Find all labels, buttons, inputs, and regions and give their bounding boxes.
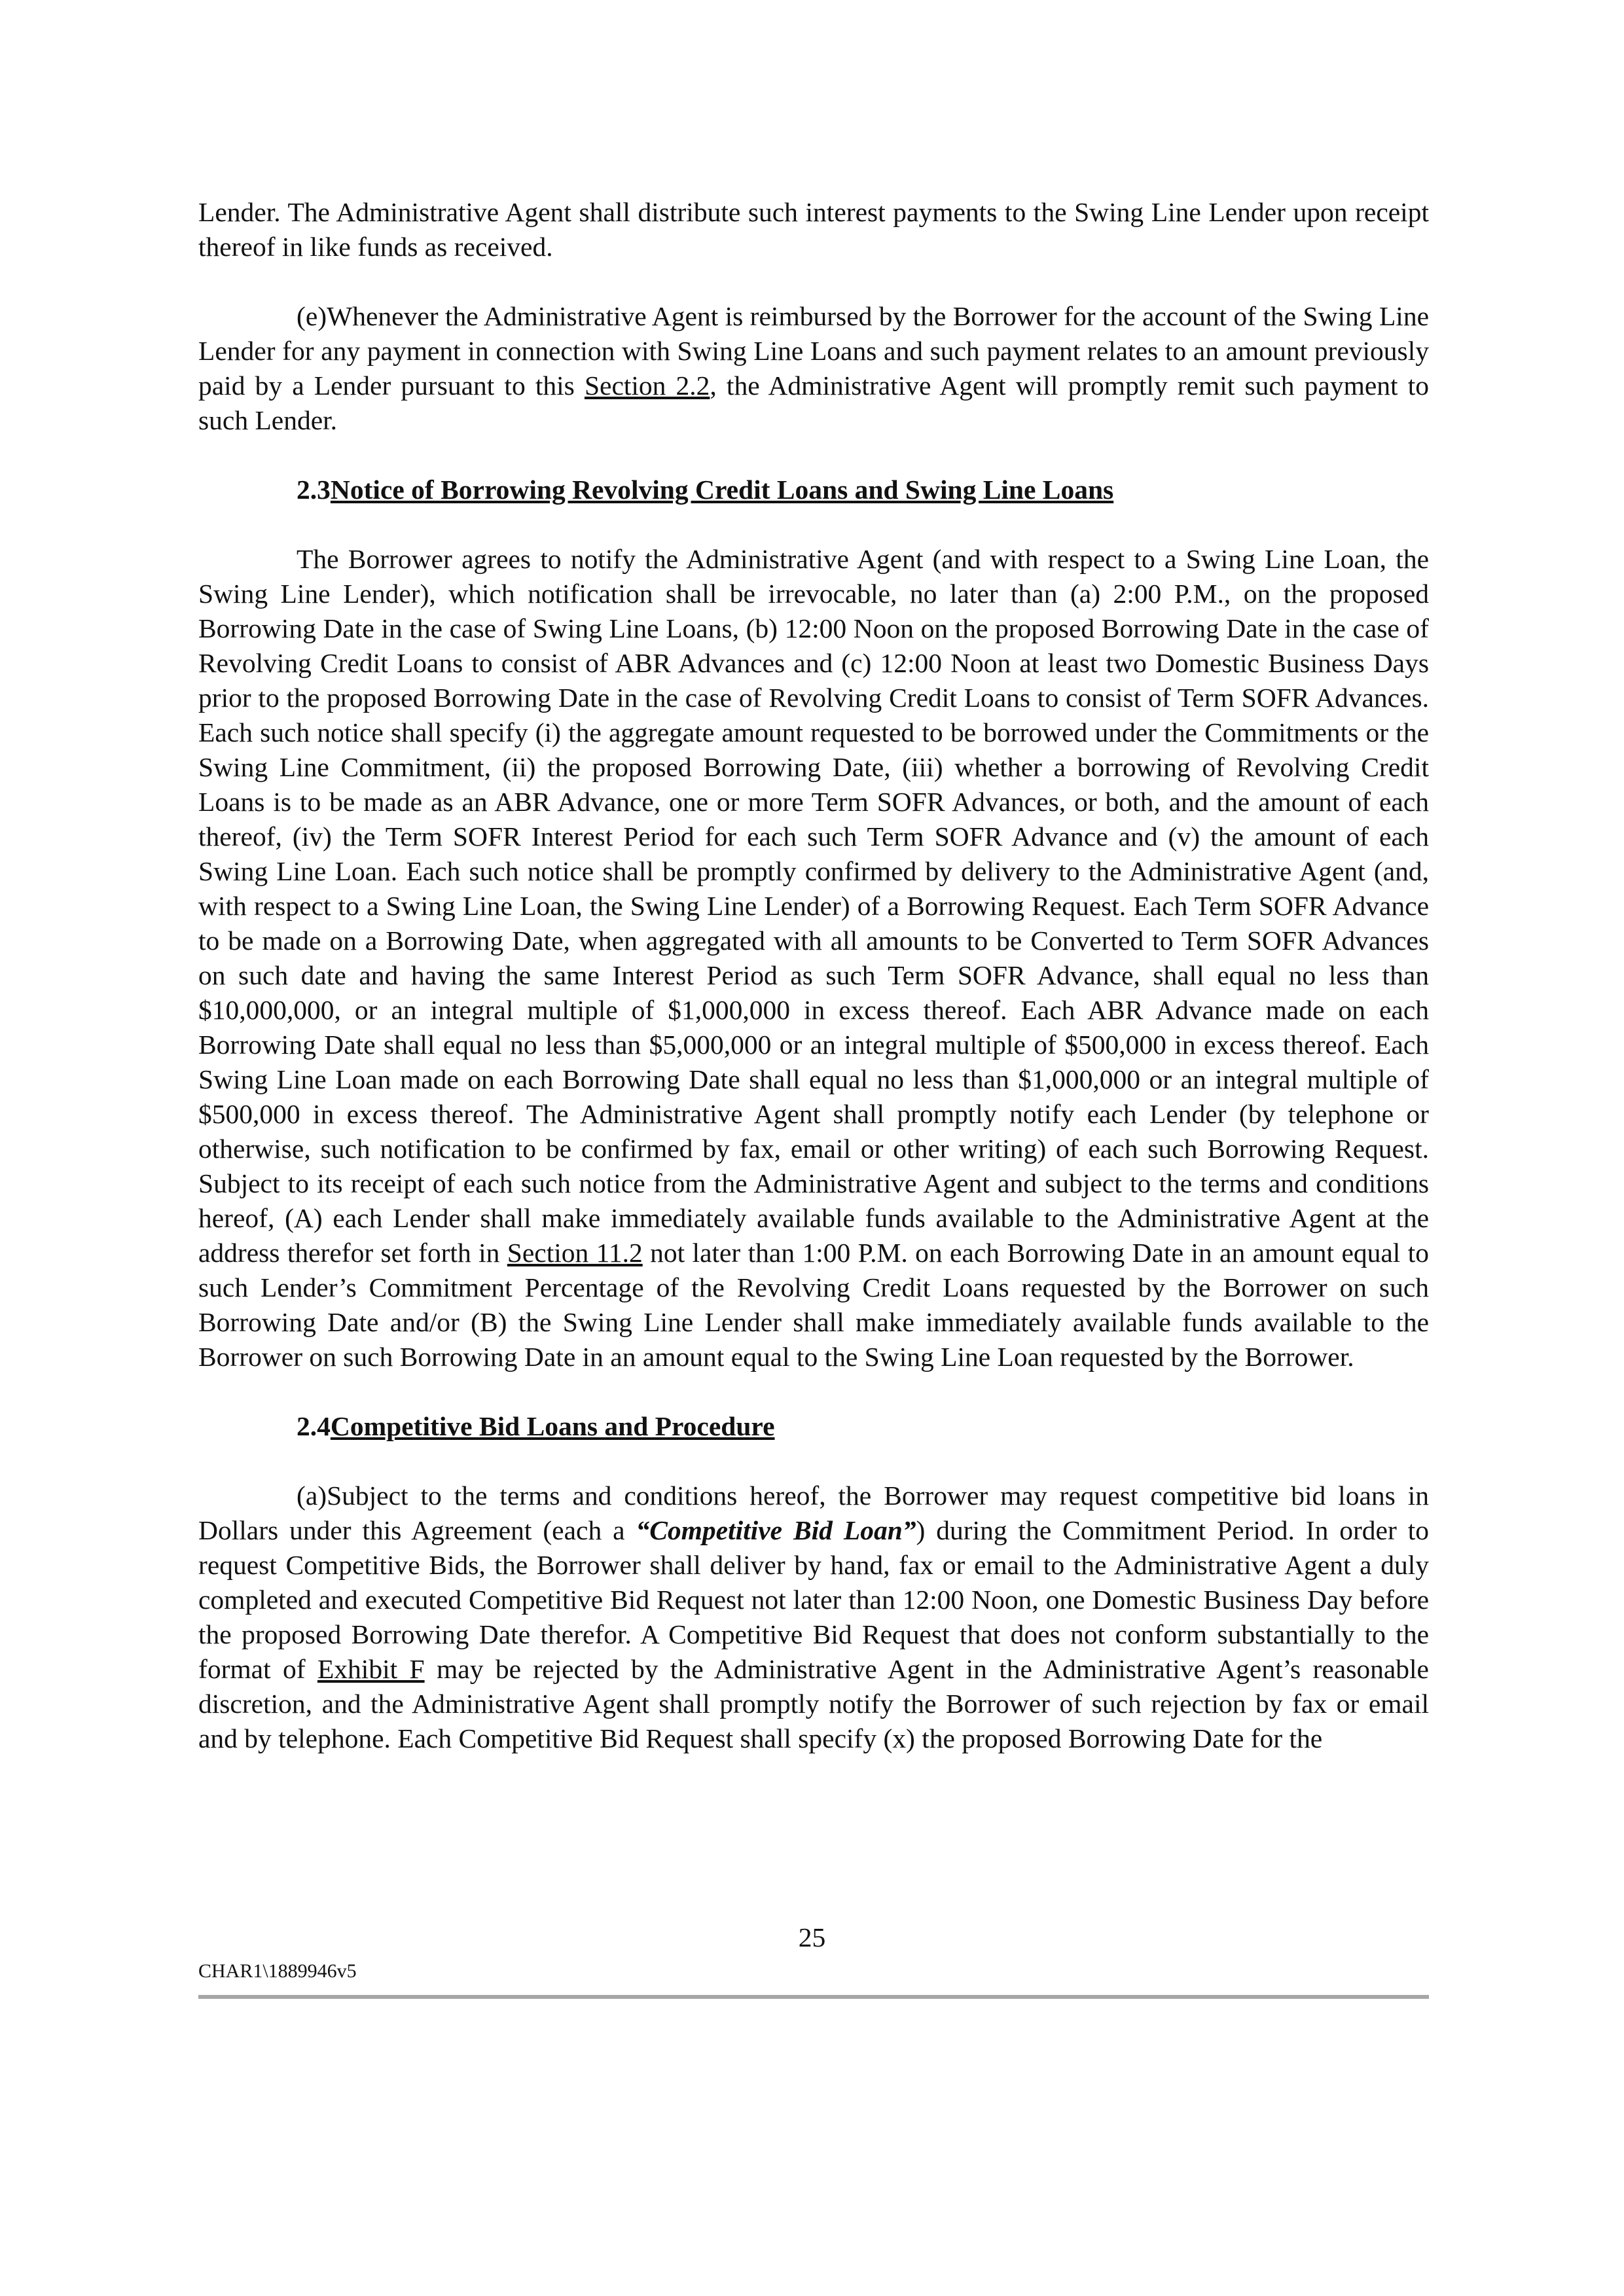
section-reference-link[interactable]: Section 11.2 — [507, 1238, 643, 1268]
clause-label: (e) — [297, 301, 327, 331]
section-number: 2.3 — [297, 475, 331, 505]
paragraph-text: The Borrower agrees to notify the Administrative Agent (and with respect to a Swing Line Loan, the Swing Line Lender), which notification shall be irrevocable, no later than (a) 2:00 P.M., on the proposed Borrowing Date in the case of Swing Line Loans, (b) 12:00 Noon on the proposed Borrowing Date in the case of Revolving Credit Loans to consist of ABR Advances and (c) 12:00 Noon at least two Domestic Business Days prior to the proposed Borrowing Date in the case of Revolving Credit Loans to consist of Term SOFR Advances. Each such notice shall specify (i) the aggregate amount requested to be borrowed under the Commitments or the Swing Line Commitment, (ii) the proposed Borrowing Date, (iii) whether a borrowing of Revolving Credit Loans is to be made as an ABR Advance, one or more Term SOFR Advances, or both, and the amount of each thereof, (iv) the Term SOFR Interest Period for each such Term SOFR Advance and (v) the amount of each Swing Line Loan. Each such notice shall be promptly confirmed by delivery to the Administrative Agent (and, with respect to a Swing Line Loan, the Swing Line Lender) of a Borrowing Request. Each Term SOFR Advance to be made on a Borrowing Date, when aggregated with all amounts to be Converted to Term SOFR Advances on such date and having the same Interest Period as such Term SOFR Advance, shall equal no less than $10,000,000, or an integral multiple of $1,000,000 in excess thereof. Each ABR Advance made on each Borrowing Date shall equal no less than $5,000,000 or an integral multiple of $500,000 in excess thereof. Each Swing Line Loan made on each Borrowing Date shall equal no less than $1,000,000 or an integral multiple of $500,000 in excess thereof. The Administrative Agent shall promptly notify each Lender (by telephone or otherwise, such notification to be confirmed by fax, email or other writing) of each such Borrowing Request. Subject to its receipt of each such notice from the Administrative Agent and subject to the terms and conditions hereof, (A) each Lender shall make immediately available funds available to the Administrative Agent at the address therefor set forth in — [198, 544, 1429, 1268]
defined-term: “Competitive Bid Loan” — [636, 1515, 916, 1545]
page-number: 25 — [798, 1922, 826, 1952]
paragraph-spacer — [198, 1444, 1429, 1479]
paragraph-continuation — [198, 195, 1429, 264]
paragraph-text: Whenever the Administrative Agent is reimbursed by the Borrower for the account of the Swing Line Lender for any payment in connection with Swing Line Loans and such payment relates to an amount previously paid by a Lender pursuant to this — [198, 301, 1429, 401]
section-reference-link[interactable]: Section 2.2 — [584, 370, 710, 401]
paragraph-text: Lender. The Administrative Agent shall distribute such interest payments to the Swing Line Lender upon receipt thereof in like funds as received. — [198, 197, 1429, 262]
paragraph-text: may be rejected by the Administrative Agent in the Administrative Agent’s reasonable discretion, and the Administrative Agent shall promptly notify the Borrower of such rejection by fax or email and by telephone. Each Competitive Bid Request shall specify (x) the proposed Borrowing Date for the — [198, 1654, 1429, 1753]
section-title: Competitive Bid Loans and Procedure — [330, 1411, 775, 1441]
paragraph-e — [198, 299, 1429, 438]
paragraph-text: not later than 1:00 P.M. on each Borrowing Date in an amount equal to such Lender’s Commitment Percentage of the Revolving Credit Loans requested by the Borrower on such Borrowing Date and/or (B) the Swing Line Lender shall make immediately available funds available to the Borrower on such Borrowing Date in an amount equal to the Swing Line Loan requested by the Borrower. — [198, 1238, 1429, 1372]
paragraph-spacer — [198, 507, 1429, 542]
exhibit-reference-link[interactable]: Exhibit F — [317, 1654, 425, 1684]
paragraph-notice-of-borrowing — [198, 542, 1429, 1374]
paragraph-spacer — [198, 264, 1429, 299]
paragraph-text: Subject to the terms and conditions hereof, the Borrower may request competitive bid loans in Dollars under this Agreement (each a — [198, 1480, 1429, 1545]
paragraph-a — [198, 1479, 1429, 1756]
footer-divider — [198, 1995, 1429, 1999]
section-heading-2-3 — [198, 473, 1429, 507]
section-number: 2.4 — [297, 1411, 331, 1441]
paragraph-spacer — [198, 1374, 1429, 1409]
paragraph-text: , the Administrative Agent will promptly remit such payment to such Lender. — [198, 370, 1429, 435]
document-body — [198, 195, 1429, 1756]
section-title: Notice of Borrowing Revolving Credit Loans and Swing Line Loans — [330, 475, 1114, 505]
paragraph-spacer — [198, 438, 1429, 473]
paragraph-text: ) during the Commitment Period. In order to request Competitive Bids, the Borrower shall deliver by hand, fax or email to the Administrative Agent a duly completed and executed Competitive Bid Request not later than 12:00 Noon, one Domestic Business Day before the proposed Borrowing Date therefor. A Competitive Bid Request that does not conform substantially to the format of — [198, 1515, 1429, 1684]
clause-label: (a) — [297, 1480, 327, 1511]
section-heading-2-4 — [198, 1409, 1429, 1444]
document-id: CHAR1\1889946v5 — [198, 1960, 357, 1982]
